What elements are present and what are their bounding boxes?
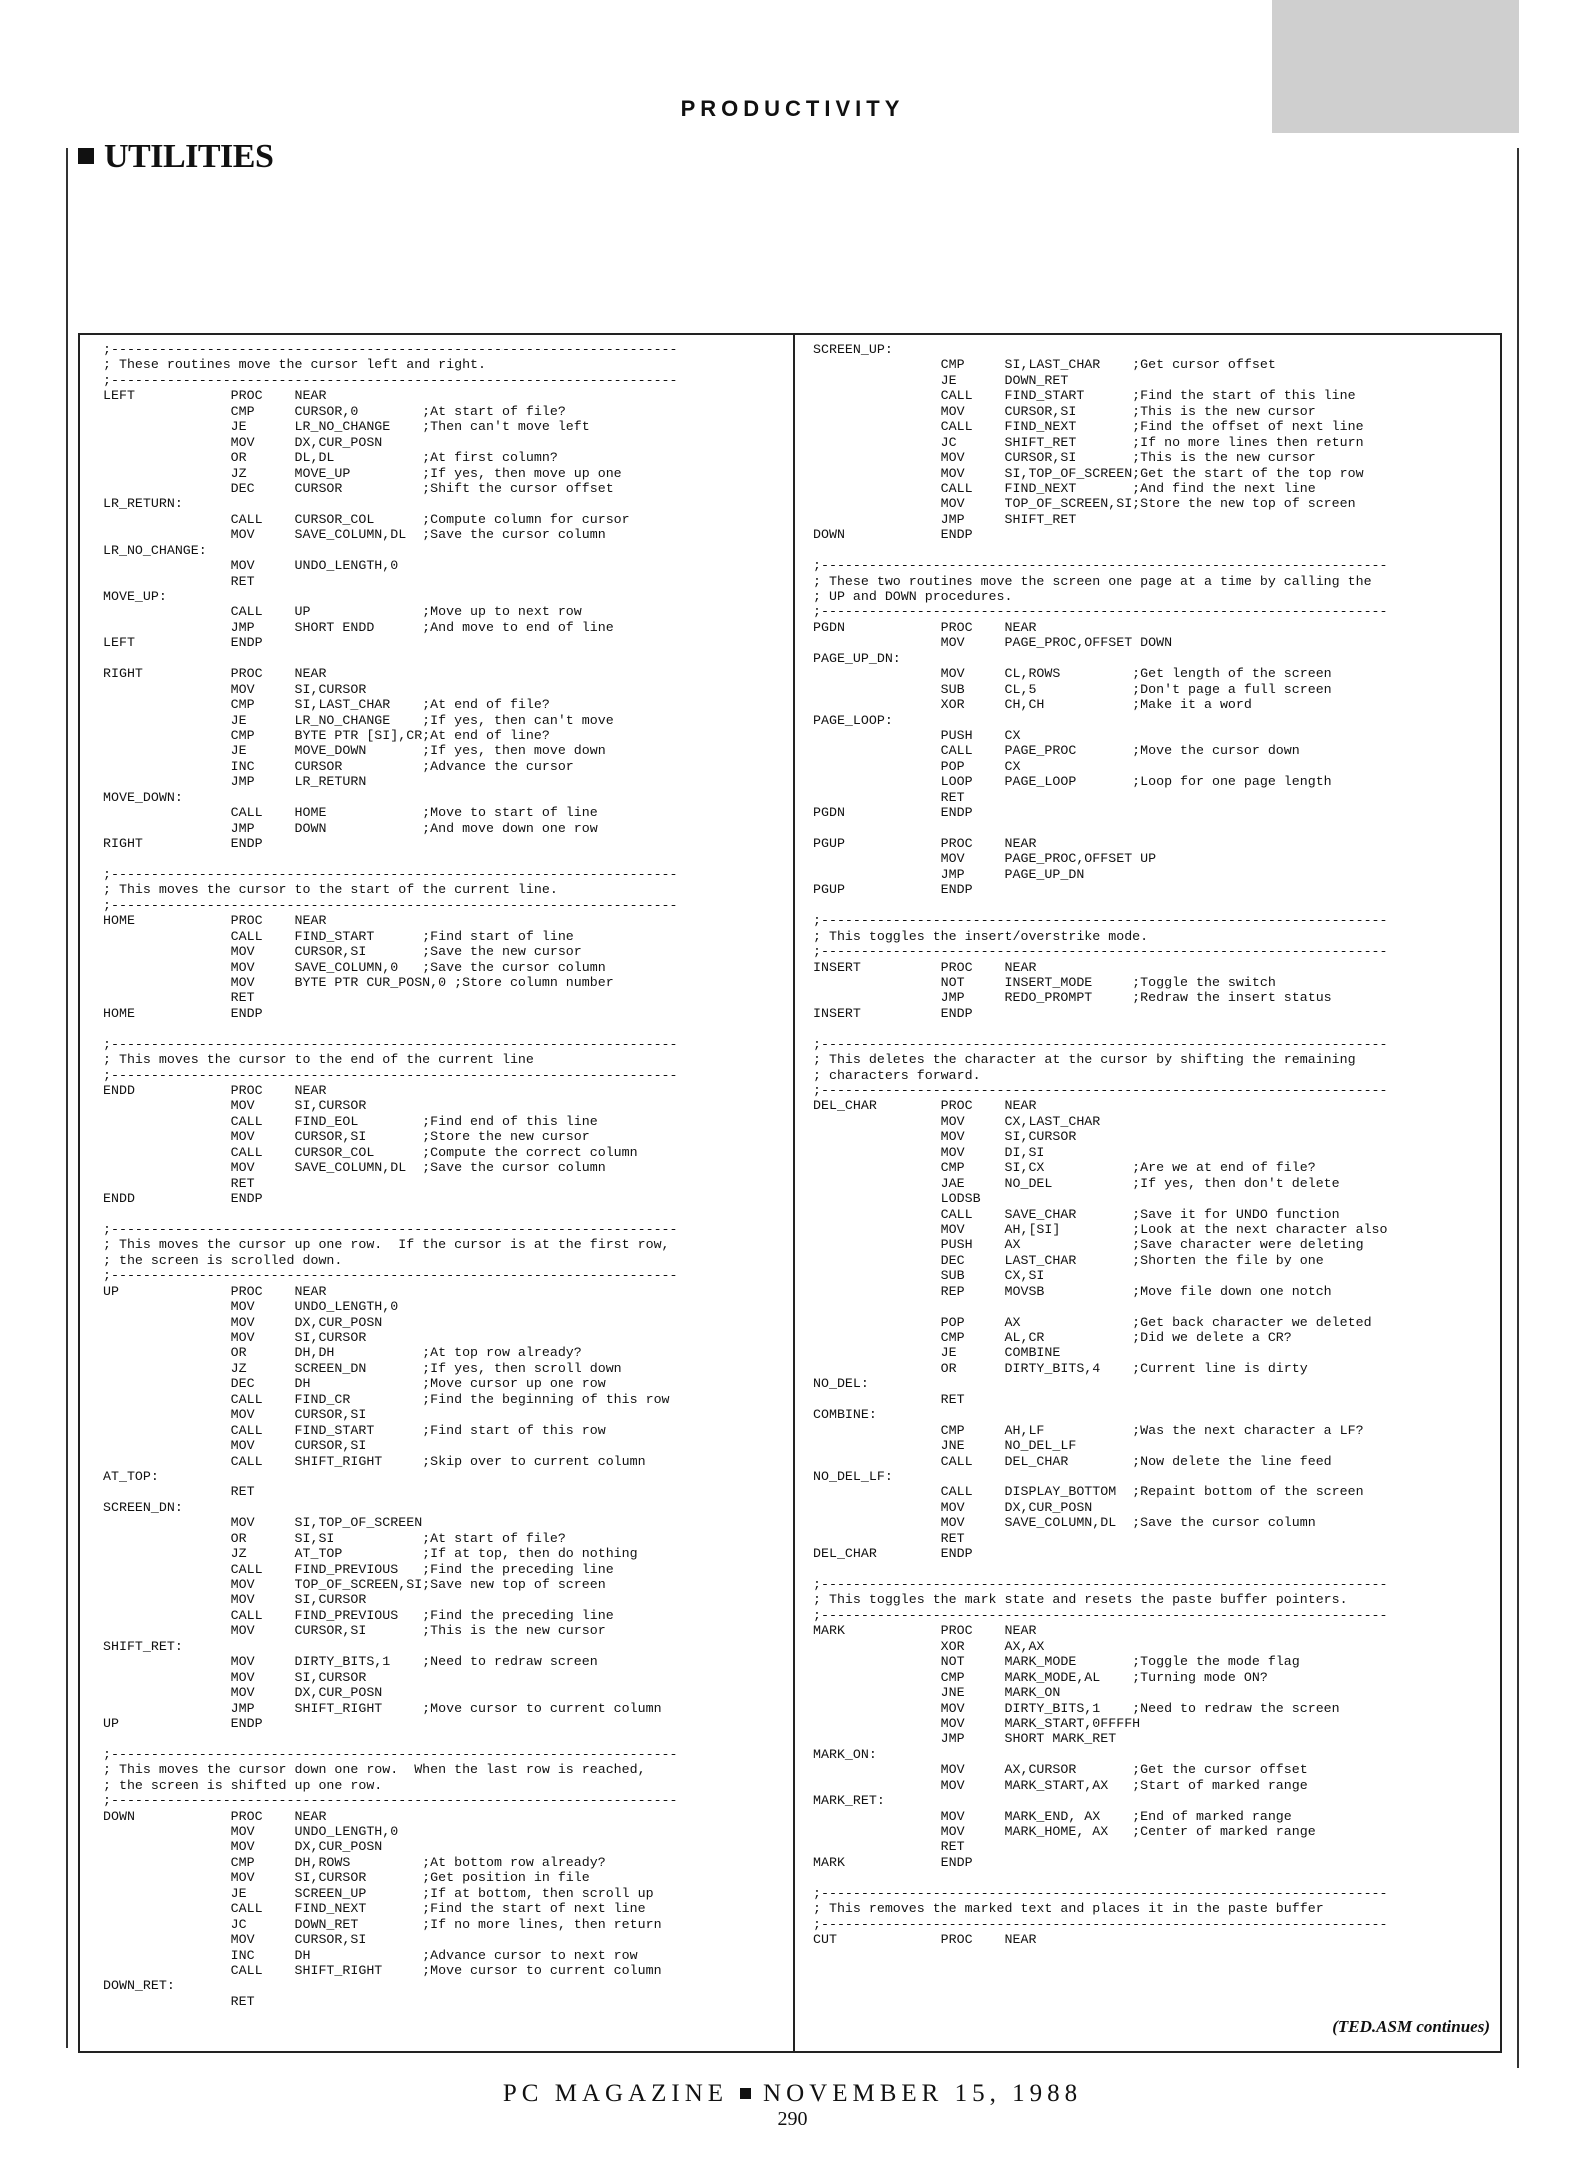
code-line: JZ AT_TOP ;If at top, then do nothing bbox=[103, 1546, 638, 1562]
code-line: CMP SI,LAST_CHAR ;Get cursor offset bbox=[813, 357, 1276, 373]
code-line: CALL SHIFT_RIGHT ;Skip over to current column bbox=[103, 1453, 646, 1469]
code-line: MOV MARK_START,AX ;Start of marked range bbox=[813, 1777, 1308, 1793]
code-line: ; These routines move the cursor left and right. bbox=[103, 357, 487, 373]
code-line: ; This toggles the mark state and resets the paste buffer pointers. bbox=[813, 1592, 1348, 1608]
code-line bbox=[103, 1731, 773, 1746]
code-line: MOV TOP_OF_SCREEN,SI;Save new top of screen bbox=[103, 1577, 606, 1592]
code-line: NOT INSERT_MODE ;Toggle the switch bbox=[813, 974, 1276, 990]
code-line: MARK_ON: bbox=[813, 1746, 877, 1762]
code-line: PUSH CX bbox=[813, 727, 1021, 743]
department-heading bbox=[78, 138, 273, 176]
page-number: 290 bbox=[777, 2108, 808, 2130]
code-line: HOME ENDP bbox=[103, 1005, 263, 1021]
code-line: CUT PROC NEAR bbox=[813, 1932, 1037, 1948]
code-line: CMP BYTE PTR [SI],CR;At end of line? bbox=[103, 727, 550, 743]
code-line: MARK PROC NEAR bbox=[813, 1623, 1037, 1639]
code-line: ;----------------------------------------------------------------------- bbox=[813, 1607, 1388, 1623]
code-line: MOV DX,CUR_POSN bbox=[813, 1499, 1093, 1515]
code-line: CMP SI,CX ;Are we at end of file? bbox=[813, 1160, 1316, 1176]
code-line: JE SCREEN_UP ;If at bottom, then scroll up bbox=[103, 1885, 654, 1901]
code-line bbox=[103, 851, 773, 866]
code-line: MOV MARK_END, AX ;End of marked range bbox=[813, 1808, 1292, 1824]
code-line: ;----------------------------------------------------------------------- bbox=[103, 1746, 678, 1762]
code-line: MOV CURSOR,SI ;This is the new cursor bbox=[103, 1623, 606, 1639]
code-line: RET bbox=[103, 990, 255, 1006]
code-line: ; This toggles the insert/overstrike mode. bbox=[813, 928, 1149, 944]
footer-masthead bbox=[0, 2080, 1585, 2108]
code-line: MOV SI,CURSOR bbox=[103, 1098, 367, 1114]
column-divider bbox=[793, 333, 795, 2053]
code-line: ;----------------------------------------------------------------------- bbox=[103, 1036, 678, 1052]
code-line: CALL FIND_START ;Find start of line bbox=[103, 928, 574, 944]
code-line: RIGHT ENDP bbox=[103, 836, 263, 851]
code-line: JE COMBINE bbox=[813, 1345, 1061, 1361]
code-line bbox=[813, 898, 1499, 913]
code-line: MARK_RET: bbox=[813, 1793, 885, 1809]
code-line: LODSB bbox=[813, 1191, 981, 1207]
code-line: OR SI,SI ;At start of file? bbox=[103, 1530, 566, 1546]
code-line bbox=[813, 1299, 1499, 1314]
code-line: JE DOWN_RET bbox=[813, 372, 1069, 388]
code-line: ;----------------------------------------------------------------------- bbox=[813, 1577, 1388, 1592]
code-line: MOV SI,CURSOR ;Get position in file bbox=[103, 1870, 590, 1886]
code-line bbox=[813, 1021, 1499, 1036]
code-line: JNE MARK_ON bbox=[813, 1685, 1061, 1701]
code-line: ENDD PROC NEAR bbox=[103, 1083, 327, 1098]
code-line: MOV CURSOR,SI ;Store the new cursor bbox=[103, 1129, 590, 1145]
code-line: CALL CURSOR_COL ;Compute column for cursor bbox=[103, 511, 630, 527]
code-line: ; UP and DOWN procedures. bbox=[813, 589, 1013, 604]
code-line: JE LR_NO_CHANGE ;If yes, then can't move bbox=[103, 712, 614, 728]
code-line: ; This moves the cursor down one row. When the last row is reached, bbox=[103, 1762, 646, 1778]
code-line: ; This moves the cursor up one row. If the cursor is at the first row, bbox=[103, 1237, 670, 1253]
code-line: CMP SI,LAST_CHAR ;At end of file? bbox=[103, 697, 550, 713]
code-line: RET bbox=[813, 1839, 965, 1855]
code-line: CALL FIND_START ;Find the start of this line bbox=[813, 388, 1356, 404]
continues-note: (TED.ASM continues) bbox=[1332, 2017, 1490, 2036]
code-line: ; This moves the cursor to the end of the current line bbox=[103, 1052, 534, 1068]
code-line: DEC DH ;Move cursor up one row bbox=[103, 1376, 606, 1392]
code-line: NOT MARK_MODE ;Toggle the mode flag bbox=[813, 1654, 1300, 1670]
code-line: JMP SHORT MARK_RET bbox=[813, 1731, 1117, 1747]
code-line: CALL CURSOR_COL ;Compute the correct column bbox=[103, 1144, 638, 1160]
code-line: MOV UNDO_LENGTH,0 bbox=[103, 1824, 399, 1839]
code-line: DEL_CHAR ENDP bbox=[813, 1546, 973, 1562]
code-line: SUB CL,5 ;Don't page a full screen bbox=[813, 681, 1332, 697]
code-line: MOV SI,CURSOR bbox=[103, 1669, 367, 1685]
code-line: ;----------------------------------------------------------------------- bbox=[103, 1793, 678, 1809]
code-line: ;----------------------------------------------------------------------- bbox=[813, 913, 1388, 929]
code-line: ; This removes the marked text and places it in the paste buffer bbox=[813, 1901, 1324, 1917]
code-line: MOV CURSOR,SI bbox=[103, 1407, 367, 1423]
code-line: SHIFT_RET: bbox=[103, 1638, 183, 1654]
code-line: MOV DX,CUR_POSN bbox=[103, 1314, 383, 1330]
code-line: RET bbox=[103, 573, 255, 589]
code-line: MOV SI,TOP_OF_SCREEN bbox=[103, 1515, 423, 1531]
code-line: CMP CURSOR,0 ;At start of file? bbox=[103, 403, 566, 419]
code-line: SCREEN_UP: bbox=[813, 342, 893, 357]
code-line bbox=[813, 543, 1499, 558]
code-line: MOV SAVE_COLUMN,DL ;Save the cursor column bbox=[813, 1515, 1316, 1531]
code-line: OR DIRTY_BITS,4 ;Current line is dirty bbox=[813, 1360, 1308, 1376]
code-line: LOOP PAGE_LOOP ;Loop for one page length bbox=[813, 774, 1332, 790]
code-line: DEL_CHAR PROC NEAR bbox=[813, 1098, 1037, 1114]
code-line: RET bbox=[813, 789, 965, 805]
code-line: LEFT ENDP bbox=[103, 635, 263, 651]
code-line: PAGE_LOOP: bbox=[813, 712, 893, 728]
code-line: JMP REDO_PROMPT ;Redraw the insert status bbox=[813, 990, 1332, 1006]
code-line: MOV BYTE PTR CUR_POSN,0 ;Store column number bbox=[103, 974, 614, 990]
code-line: MOVE_UP: bbox=[103, 589, 167, 604]
code-line: MOV SI,CURSOR bbox=[103, 1592, 367, 1608]
code-line: MOV CURSOR,SI ;This is the new cursor bbox=[813, 450, 1316, 466]
code-line: SUB CX,SI bbox=[813, 1268, 1045, 1284]
code-line: JE MOVE_DOWN ;If yes, then move down bbox=[103, 743, 606, 759]
code-line: ;----------------------------------------------------------------------- bbox=[103, 897, 678, 913]
code-line: DOWN PROC NEAR bbox=[103, 1808, 327, 1824]
code-line: OR DL,DL ;At first column? bbox=[103, 450, 558, 466]
code-line: CALL SAVE_CHAR ;Save it for UNDO function bbox=[813, 1206, 1340, 1222]
code-line: JZ SCREEN_DN ;If yes, then scroll down bbox=[103, 1360, 622, 1376]
code-line: CALL FIND_NEXT ;Find the offset of next line bbox=[813, 419, 1364, 435]
code-line: LR_RETURN: bbox=[103, 496, 183, 512]
code-line: DOWN_RET: bbox=[103, 1978, 175, 1994]
code-column-right bbox=[813, 342, 1499, 1948]
section-header: PRODUCTIVITY bbox=[680, 96, 905, 121]
code-line: PGUP PROC NEAR bbox=[813, 836, 1037, 851]
code-line: MOV UNDO_LENGTH,0 bbox=[103, 1299, 399, 1315]
code-line: LR_NO_CHANGE: bbox=[103, 542, 207, 558]
code-line: MOV DIRTY_BITS,1 ;Need to redraw the screen bbox=[813, 1700, 1340, 1716]
code-line: MOV PAGE_PROC,OFFSET DOWN bbox=[813, 635, 1173, 651]
code-line: INC CURSOR ;Advance the cursor bbox=[103, 758, 574, 774]
code-line: JMP SHIFT_RET bbox=[813, 511, 1077, 527]
code-line: RET bbox=[813, 1391, 965, 1407]
code-line bbox=[103, 651, 773, 666]
code-line: JC SHIFT_RET ;If no more lines then return bbox=[813, 434, 1364, 450]
code-line: ; the screen is shifted up one row. bbox=[103, 1777, 383, 1793]
code-line: MOV TOP_OF_SCREEN,SI;Store the new top of screen bbox=[813, 496, 1356, 512]
code-line: LEFT PROC NEAR bbox=[103, 388, 327, 404]
code-line: ;----------------------------------------------------------------------- bbox=[813, 558, 1388, 574]
code-line: JNE NO_DEL_LF bbox=[813, 1438, 1077, 1454]
code-line: XOR AX,AX bbox=[813, 1638, 1045, 1654]
code-line: JC DOWN_RET ;If no more lines, then return bbox=[103, 1916, 662, 1932]
code-line: CALL FIND_START ;Find start of this row bbox=[103, 1422, 606, 1438]
footer-square-icon bbox=[740, 2088, 751, 2099]
code-line: ;----------------------------------------------------------------------- bbox=[813, 1083, 1388, 1098]
code-line: XOR CH,CH ;Make it a word bbox=[813, 697, 1252, 713]
code-line: PGDN PROC NEAR bbox=[813, 619, 1037, 635]
code-line: REP MOVSB ;Move file down one notch bbox=[813, 1283, 1332, 1299]
code-line: MOV SAVE_COLUMN,0 ;Save the cursor column bbox=[103, 959, 606, 975]
code-line: JZ MOVE_UP ;If yes, then move up one bbox=[103, 465, 622, 481]
code-line: MOV CURSOR,SI bbox=[103, 1932, 367, 1948]
code-line: RET bbox=[813, 1530, 965, 1546]
code-line: MARK ENDP bbox=[813, 1854, 973, 1870]
issue-date: NOVEMBER 15, 1988 bbox=[763, 2080, 1083, 2107]
code-line: CALL UP ;Move up to next row bbox=[103, 604, 582, 620]
code-line bbox=[813, 821, 1499, 836]
code-line: CMP MARK_MODE,AL ;Turning mode ON? bbox=[813, 1669, 1268, 1685]
code-line: MOV CURSOR,SI bbox=[103, 1438, 367, 1454]
code-line: ; characters forward. bbox=[813, 1067, 981, 1083]
code-line: AT_TOP: bbox=[103, 1468, 159, 1484]
code-line: DEC LAST_CHAR ;Shorten the file by one bbox=[813, 1252, 1324, 1268]
code-line: JAE NO_DEL ;If yes, then don't delete bbox=[813, 1175, 1340, 1191]
page-rule-right bbox=[1517, 148, 1519, 2068]
code-line: MOV UNDO_LENGTH,0 bbox=[103, 558, 399, 574]
code-line: JMP SHORT ENDD ;And move to end of line bbox=[103, 619, 614, 635]
code-line bbox=[813, 1870, 1499, 1885]
code-line: SCREEN_DN: bbox=[103, 1499, 183, 1515]
code-line: INC DH ;Advance cursor to next row bbox=[103, 1947, 638, 1963]
code-line: JMP LR_RETURN bbox=[103, 774, 367, 790]
code-line: PGUP ENDP bbox=[813, 882, 973, 898]
code-line: NO_DEL_LF: bbox=[813, 1468, 893, 1484]
code-line bbox=[103, 1021, 773, 1036]
code-line: CALL FIND_EOL ;Find end of this line bbox=[103, 1113, 598, 1129]
code-line: CALL FIND_CR ;Find the beginning of this row bbox=[103, 1391, 670, 1407]
code-line: DEC CURSOR ;Shift the cursor offset bbox=[103, 480, 614, 496]
code-line: ;----------------------------------------------------------------------- bbox=[813, 1885, 1388, 1901]
code-line: MOV CURSOR,SI ;This is the new cursor bbox=[813, 403, 1316, 419]
code-line: PUSH AX ;Save character were deleting bbox=[813, 1237, 1364, 1253]
code-line: OR DH,DH ;At top row already? bbox=[103, 1345, 582, 1361]
code-line: ;----------------------------------------------------------------------- bbox=[103, 1268, 678, 1284]
code-line: JE LR_NO_CHANGE ;Then can't move left bbox=[103, 419, 590, 435]
code-line: ;----------------------------------------------------------------------- bbox=[813, 604, 1388, 620]
code-line: POP AX ;Get back character we deleted bbox=[813, 1314, 1372, 1330]
code-line: MOV SI,CURSOR bbox=[103, 1330, 367, 1345]
code-line: JMP PAGE_UP_DN bbox=[813, 866, 1085, 882]
code-line: ENDD ENDP bbox=[103, 1191, 263, 1207]
code-line: MOV AH,[SI] ;Look at the next character also bbox=[813, 1221, 1388, 1237]
code-line: NO_DEL: bbox=[813, 1376, 869, 1392]
code-line: ;----------------------------------------------------------------------- bbox=[103, 1221, 678, 1237]
code-line: MOV PAGE_PROC,OFFSET UP bbox=[813, 851, 1157, 867]
code-line: ;----------------------------------------------------------------------- bbox=[103, 1067, 678, 1083]
code-line bbox=[813, 1562, 1499, 1577]
code-line bbox=[103, 1207, 773, 1222]
code-line: MOV CURSOR,SI ;Save the new cursor bbox=[103, 944, 582, 960]
code-line: MOV DX,CUR_POSN bbox=[103, 1839, 383, 1855]
code-line: MOV SI,CURSOR bbox=[813, 1129, 1077, 1145]
code-line: MOV DX,CUR_POSN bbox=[103, 434, 383, 450]
code-line: DOWN ENDP bbox=[813, 527, 973, 543]
code-line: MOV SI,CURSOR bbox=[103, 681, 367, 697]
code-line: CALL FIND_PREVIOUS ;Find the preceding line bbox=[103, 1561, 614, 1577]
code-line: MOV DX,CUR_POSN bbox=[103, 1685, 383, 1701]
magazine-name: PC MAGAZINE bbox=[502, 2080, 729, 2107]
code-line: ; These two routines move the screen one page at a time by calling the bbox=[813, 573, 1372, 589]
code-line: MOV SAVE_COLUMN,DL ;Save the cursor column bbox=[103, 527, 606, 543]
code-line: MOV MARK_START,0FFFFH bbox=[813, 1715, 1141, 1731]
code-line: ;----------------------------------------------------------------------- bbox=[813, 1916, 1388, 1932]
code-line: MOV DIRTY_BITS,1 ;Need to redraw screen bbox=[103, 1654, 598, 1670]
code-line: MOV DI,SI bbox=[813, 1144, 1045, 1160]
code-line: ; the screen is scrolled down. bbox=[103, 1252, 343, 1268]
code-line: CALL SHIFT_RIGHT ;Move cursor to current column bbox=[103, 1962, 662, 1978]
code-line: MOV SI,TOP_OF_SCREEN;Get the start of the top row bbox=[813, 465, 1364, 481]
bullet-square-icon bbox=[78, 148, 94, 164]
code-line: CALL FIND_PREVIOUS ;Find the preceding line bbox=[103, 1607, 614, 1623]
code-line: JMP DOWN ;And move down one row bbox=[103, 820, 598, 836]
code-line: CMP DH,ROWS ;At bottom row already? bbox=[103, 1854, 606, 1870]
code-line: MOV MARK_HOME, AX ;Center of marked range bbox=[813, 1824, 1316, 1839]
code-line: PAGE_UP_DN: bbox=[813, 650, 901, 666]
code-line: UP ENDP bbox=[103, 1715, 263, 1731]
code-line: ;----------------------------------------------------------------------- bbox=[103, 866, 678, 882]
page-rule-left bbox=[66, 148, 68, 2048]
code-line: CALL FIND_NEXT ;And find the next line bbox=[813, 480, 1316, 496]
code-line: RET bbox=[103, 1993, 255, 2009]
code-line: ; This moves the cursor to the start of the current line. bbox=[103, 882, 558, 898]
code-line: PGDN ENDP bbox=[813, 805, 973, 821]
code-column-left bbox=[103, 342, 773, 2009]
code-line: CMP AL,CR ;Did we delete a CR? bbox=[813, 1330, 1292, 1345]
code-line: CALL FIND_NEXT ;Find the start of next line bbox=[103, 1901, 646, 1917]
code-line: CALL DEL_CHAR ;Now delete the line feed bbox=[813, 1453, 1332, 1469]
code-line: INSERT PROC NEAR bbox=[813, 959, 1037, 975]
code-line: JMP SHIFT_RIGHT ;Move cursor to current column bbox=[103, 1700, 662, 1716]
code-line: INSERT ENDP bbox=[813, 1005, 973, 1021]
code-line: CALL PAGE_PROC ;Move the cursor down bbox=[813, 743, 1300, 759]
code-line: COMBINE: bbox=[813, 1407, 877, 1423]
code-line: MOVE_DOWN: bbox=[103, 789, 183, 805]
code-line: MOV CX,LAST_CHAR bbox=[813, 1113, 1101, 1129]
code-line: ;----------------------------------------------------------------------- bbox=[813, 944, 1388, 960]
code-line: RIGHT PROC NEAR bbox=[103, 666, 327, 682]
code-line: RET bbox=[103, 1484, 255, 1500]
code-line: UP PROC NEAR bbox=[103, 1283, 327, 1299]
code-line: MOV SAVE_COLUMN,DL ;Save the cursor column bbox=[103, 1160, 606, 1176]
code-line: ; This deletes the character at the cursor by shifting the remaining bbox=[813, 1052, 1356, 1068]
code-line: ;----------------------------------------------------------------------- bbox=[103, 372, 678, 388]
code-line: ;----------------------------------------------------------------------- bbox=[813, 1036, 1388, 1052]
code-line: CMP AH,LF ;Was the next character a LF? bbox=[813, 1422, 1364, 1438]
department-heading-text: UTILITIES bbox=[104, 138, 274, 175]
code-line: CALL HOME ;Move to start of line bbox=[103, 805, 598, 821]
code-line: RET bbox=[103, 1175, 255, 1191]
code-line: CALL DISPLAY_BOTTOM ;Repaint bottom of the screen bbox=[813, 1484, 1364, 1500]
code-line: ;----------------------------------------------------------------------- bbox=[103, 342, 678, 357]
code-line: MOV AX,CURSOR ;Get the cursor offset bbox=[813, 1762, 1308, 1778]
code-line: MOV CL,ROWS ;Get length of the screen bbox=[813, 666, 1332, 682]
code-line: HOME PROC NEAR bbox=[103, 913, 327, 929]
code-line: POP CX bbox=[813, 758, 1021, 774]
